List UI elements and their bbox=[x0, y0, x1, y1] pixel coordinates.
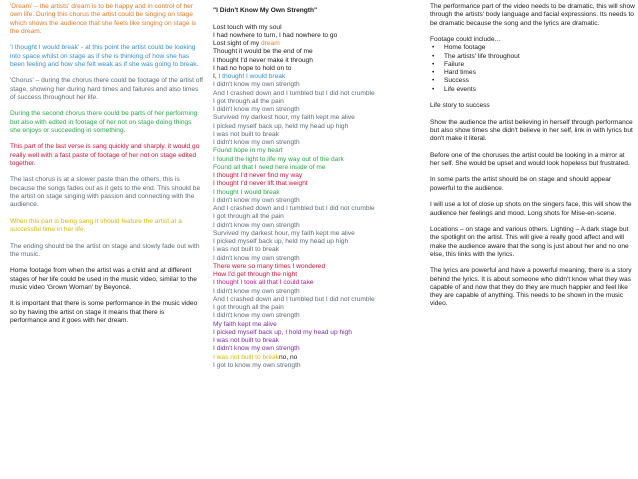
lyric-line bbox=[213, 106, 426, 114]
lyric-line bbox=[213, 362, 426, 370]
footage-list-item: • Life events bbox=[444, 86, 635, 94]
lyric-segment: I thought I took all that I could take bbox=[213, 279, 314, 287]
lyric-line bbox=[213, 164, 426, 172]
lyric-line bbox=[213, 98, 426, 106]
lyric-segment: I was not built to break bbox=[213, 246, 279, 254]
footage-list-item: • Hard times bbox=[444, 69, 635, 77]
lyric-segment: I picked myself back up, I hold my head up high bbox=[213, 328, 352, 336]
lyric-line bbox=[213, 90, 426, 98]
lyric-line bbox=[213, 48, 426, 56]
note-paragraph: I will use a lot of close up shots on the singers face, this will show the audience her feelings and mood. Long shots for Mise-en-scene. bbox=[430, 201, 632, 217]
lyric-line bbox=[213, 312, 426, 320]
footage-list-item: • Home footage bbox=[444, 44, 635, 52]
lyric-segment: I was not built to break bbox=[213, 337, 279, 345]
lyric-segment: I got through all the pain bbox=[213, 97, 284, 105]
note-paragraph: This part of the last verse is sang quickly and sharply, it would go really well with a fast paste of footage of her not on stage edited together. bbox=[10, 143, 200, 167]
lyric-segment: I thought I would break bbox=[213, 188, 280, 196]
lyric-segment: Found all that I need here inside of me bbox=[213, 163, 326, 171]
lyric-segment: I found the light to life my way out of the dark bbox=[213, 155, 344, 163]
lyric-line bbox=[213, 304, 426, 312]
lyric-segment: I thought I'd never make it through bbox=[213, 56, 313, 64]
life-story-heading: Life story to success bbox=[430, 102, 490, 110]
lyric-segment: I didn't know my own strength bbox=[213, 139, 300, 147]
lyric-segment: I didn't know my own strength bbox=[213, 312, 300, 320]
note-paragraph: When this part is being sang it should feature the artist at a successful time in her life. bbox=[10, 217, 182, 234]
lyric-line bbox=[213, 246, 426, 254]
footage-heading: Footage could include… bbox=[430, 36, 502, 44]
lyric-line bbox=[213, 288, 426, 296]
lyric-line bbox=[213, 337, 426, 345]
lyric-segment: My faith kept me alive bbox=[213, 320, 277, 328]
note-paragraph: 'I thought I would break' - at this point the artist could be looking into space whilst on stage as if she is thinking of how she has been feeling and how she felt weak as if she was going to break. bbox=[10, 44, 199, 68]
lyric-segment: I was not built to break bbox=[213, 130, 279, 138]
note-paragraph: Locations – on stage and various others. Lighting – A dark stage but the spotlight on the artist. This will give a really good affect and will make the audience aware that the song is just about her and no one else, this links with the lyrics. bbox=[430, 226, 629, 258]
note-paragraph: The lyrics are powerful and have a powerful meaning, there is a story behind the lyrics. It is about someone who didn't know what they was capable of and now that they do they are much happier and feel like they are capable of anything. This needs to be shown in the music video. bbox=[430, 267, 632, 308]
notes-column-right bbox=[430, 3, 635, 317]
note-paragraph: Home footage from when the artist was a child and at different stages of her life could be used in the music video, similar to the music video 'Grown Woman' by Beyoncé. bbox=[10, 267, 197, 291]
lyrics-column bbox=[213, 7, 426, 370]
lyric-line bbox=[213, 255, 426, 263]
footage-list-item: • The artists' life throughout bbox=[444, 53, 635, 61]
lyric-segment: I didn't know my own strength bbox=[213, 287, 300, 295]
lyric-segment: Thought it would be the end of me bbox=[213, 48, 313, 56]
footage-list bbox=[430, 44, 635, 94]
lyric-segment: I thought I'd never find my way bbox=[213, 172, 303, 180]
note-paragraph: The last chorus is at a slower paste than the others, this is because the songs fades out as it gets to the end. This should be the artist on stage singing with passion and connecting with the audience. bbox=[10, 176, 201, 209]
lyric-line bbox=[213, 180, 426, 188]
lyric-segment: I didn't know my own strength bbox=[213, 196, 300, 204]
lyric-line bbox=[213, 156, 426, 164]
lyric-line bbox=[213, 345, 426, 353]
lyric-line bbox=[213, 329, 426, 337]
lyric-segment: I didn't know my own strength bbox=[213, 221, 300, 229]
lyric-line bbox=[213, 197, 426, 205]
lyrics-lines bbox=[213, 24, 426, 371]
lyric-line bbox=[213, 296, 426, 304]
lyric-line bbox=[213, 32, 426, 40]
lyric-segment: I had nowhere to turn, I had nowhere to go bbox=[213, 31, 338, 39]
lyric-segment: Found hope in my heart bbox=[213, 147, 283, 155]
note-paragraph: Before one of the choruses the artist could be looking in a mirror at her self. She would be upset and would look hopeless but frustrated. bbox=[430, 151, 630, 167]
lyric-segment: Survived my darkest hour, my faith kept me alive bbox=[213, 114, 355, 122]
lyric-segment: How I'd get through the night bbox=[213, 271, 298, 279]
lyric-line bbox=[213, 271, 426, 279]
note-paragraph: In some parts the artist should be on stage and should appear powerful to the audience. bbox=[430, 176, 612, 192]
lyric-segment: I didn't know my own strength bbox=[213, 81, 300, 89]
lyric-line bbox=[213, 172, 426, 180]
lyric-segment: I got to know my own strength bbox=[213, 361, 301, 369]
lyric-segment: I didn't know my own strength bbox=[213, 345, 300, 353]
note-paragraph: During the second chorus there could be parts of her performing but also with edited in footage of her not on stage doing things she enjoys or succeeding in something. bbox=[10, 110, 198, 134]
lyric-segment: There were so many times I wondered bbox=[213, 262, 326, 270]
lyric-line bbox=[213, 213, 426, 221]
lyric-segment: I got through all the pain bbox=[213, 304, 284, 312]
lyric-line bbox=[213, 40, 426, 48]
lyric-segment: dream bbox=[261, 40, 280, 48]
lyric-line bbox=[213, 279, 426, 287]
lyric-segment: And I crashed down and I tumbled but I did not crumble bbox=[213, 205, 375, 213]
lyric-segment: I thought I'd never lift that weight bbox=[213, 180, 308, 188]
song-title: "I Didn't Know My Own Strength" bbox=[213, 7, 318, 14]
lyric-line bbox=[213, 139, 426, 147]
footage-list-item: • Failure bbox=[444, 61, 635, 69]
lyric-line bbox=[213, 57, 426, 65]
note-paragraph: The ending should be the artist on stage and slowly fade out with the music. bbox=[10, 242, 200, 258]
lyric-segment: And I crashed down and I tumbled but I did not crumble bbox=[213, 295, 375, 303]
lyric-line bbox=[213, 123, 426, 131]
lyric-line bbox=[213, 321, 426, 329]
lyric-segment: no, no bbox=[278, 353, 298, 361]
lyric-segment: I was not built to break bbox=[213, 353, 279, 361]
lyric-segment: I had no hope to hold on to bbox=[213, 64, 292, 72]
lyric-segment: I picked myself back up, held my head up high bbox=[213, 238, 349, 246]
right-paragraphs bbox=[430, 119, 635, 309]
lyric-segment: I picked myself back up, held my head up high bbox=[213, 122, 349, 130]
lyric-line bbox=[213, 147, 426, 155]
lyric-line bbox=[213, 189, 426, 197]
lyric-segment: I didn't know my own strength bbox=[213, 106, 300, 114]
performance-intro: The performance part of the video needs to be dramatic, this will show through the artists' body language and facial expressions. Its needs to be dramatic because the song and the lyrics are dramatic. bbox=[430, 3, 635, 27]
lyric-line bbox=[213, 238, 426, 246]
lyric-segment: I, bbox=[213, 73, 219, 81]
notes-column-left bbox=[10, 3, 203, 333]
lyric-segment: And I crashed down and I tumbled but I did not crumble bbox=[213, 89, 375, 97]
lyric-line bbox=[213, 354, 426, 362]
lyric-line bbox=[213, 81, 426, 89]
note-paragraph: Show the audience the artist believing in herself through performance but also show times she didn't believe in her self, link in with lyrics but don't make it literal. bbox=[430, 118, 633, 143]
note-paragraph: 'Chorus' – during the chorus there could be footage of the artist off stage, showing her during hard times and failures and also times of success throughout her life. bbox=[10, 77, 203, 101]
lyric-segment: I didn't know my own strength bbox=[213, 254, 300, 262]
lyric-line bbox=[213, 230, 426, 238]
lyric-line bbox=[213, 114, 426, 122]
lyric-segment: I thought I would break bbox=[218, 73, 286, 81]
note-paragraph: 'Dream' – the artists' dream is to be happy and in control of her own life. During this chorus the artist could be singing on stage which shows the audience that she feels like singing on stage is the dream. bbox=[10, 3, 197, 35]
footage-list-item: • Success bbox=[444, 77, 635, 85]
lyric-segment: Survived my darkest hour, my faith kept me alive bbox=[213, 229, 355, 237]
lyric-line bbox=[213, 24, 426, 32]
lyric-line bbox=[213, 263, 426, 271]
lyric-segment: Lost sight of my bbox=[213, 40, 262, 48]
lyric-line bbox=[213, 222, 426, 230]
lyric-line bbox=[213, 205, 426, 213]
lyric-segment: I got through all the pain bbox=[213, 213, 284, 221]
note-paragraph: It is important that there is some performance in the music video so by having the artist on stage it means that there is performance and it goes with her dream. bbox=[10, 300, 198, 324]
lyric-line bbox=[213, 65, 426, 73]
lyric-line bbox=[213, 131, 426, 139]
lyric-line bbox=[213, 73, 426, 81]
lyric-segment: Lost touch with my soul bbox=[213, 23, 282, 31]
